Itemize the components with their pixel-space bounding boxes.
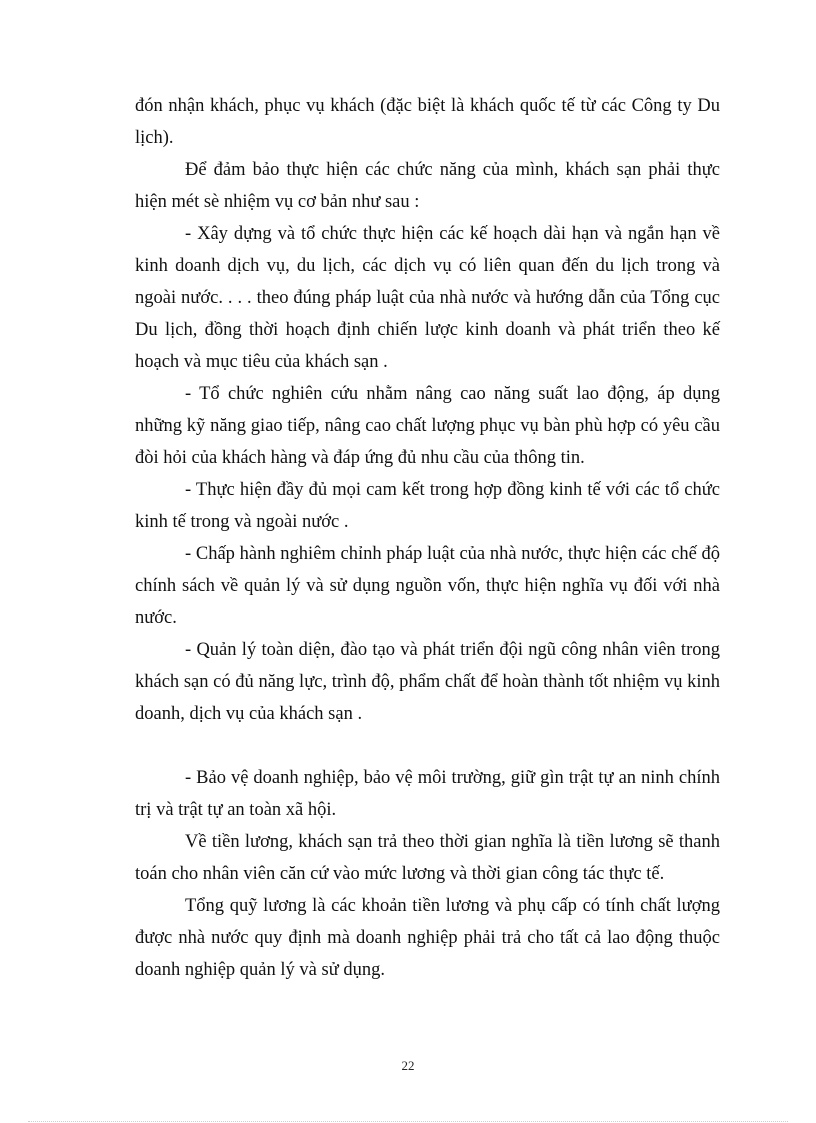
paragraph-duty-protection: - Bảo vệ doanh nghiệp, bảo vệ môi trường, giữ gìn trật tự an ninh chính trị và trật tự an toàn xã hội.	[135, 768, 720, 820]
paragraph-wage-fund: Tổng quỹ lương là các khoản tiền lương và phụ cấp có tính chất lượng được nhà nước quy định mà doanh nghiệp phải trả cho tất cả lao động thuộc doanh nghiệp quản lý và sử dụng.	[135, 896, 720, 980]
page-body	[135, 90, 720, 986]
page-number: 22	[401, 1058, 415, 1073]
paragraph-duty-compliance: - Chấp hành nghiêm chỉnh pháp luật của nhà nước, thực hiện các chế độ chính sách về quản lý và sử dụng nguồn vốn, thực hiện nghĩa vụ đối với nhà nước.	[135, 544, 720, 628]
paragraph-intro-duties: Để đảm bảo thực hiện các chức năng của mình, khách sạn phải thực hiện mét sè nhiệm vụ cơ bản như sau :	[135, 160, 720, 212]
paragraph-duty-planning: - Xây dựng và tổ chức thực hiện các kế hoạch dài hạn và ngắn hạn về kinh doanh dịch vụ, du lịch, các dịch vụ có liên quan đến du lịch trong và ngoài nước. . . . theo đúng pháp luật của nhà nước và hướng dẫn của Tổng cục Du lịch, đồng thời hoạch định chiến lược kinh doanh và phát triển theo kế hoạch và mục tiêu của khách sạn .	[135, 224, 720, 372]
paragraph-wages: Về tiền lương, khách sạn trả theo thời gian nghĩa là tiền lương sẽ thanh toán cho nhân viên căn cứ vào mức lương và thời gian công tác thực tế.	[135, 832, 720, 884]
paragraph-continuation: đón nhận khách, phục vụ khách (đặc biệt là khách quốc tế từ các Công ty Du lịch).	[135, 96, 720, 148]
page-bottom-divider	[28, 1121, 788, 1122]
paragraph-duty-research: - Tổ chức nghiên cứu nhằm nâng cao năng suất lao động, áp dụng những kỹ năng giao tiếp, nâng cao chất lượng phục vụ bàn phù hợp có yêu cầu đòi hỏi của khách hàng và đáp ứng đủ nhu cầu của thông tin.	[135, 384, 720, 468]
paragraph-duty-contracts: - Thực hiện đầy đủ mọi cam kết trong hợp đồng kinh tế với các tổ chức kinh tế trong và ngoài nước .	[135, 480, 720, 532]
paragraph-duty-staff: - Quản lý toàn diện, đào tạo và phát triển đội ngũ công nhân viên trong khách sạn có đủ năng lực, trình độ, phẩm chất để hoàn thành tốt nhiệm vụ kinh doanh, dịch vụ của khách sạn .	[135, 640, 720, 724]
